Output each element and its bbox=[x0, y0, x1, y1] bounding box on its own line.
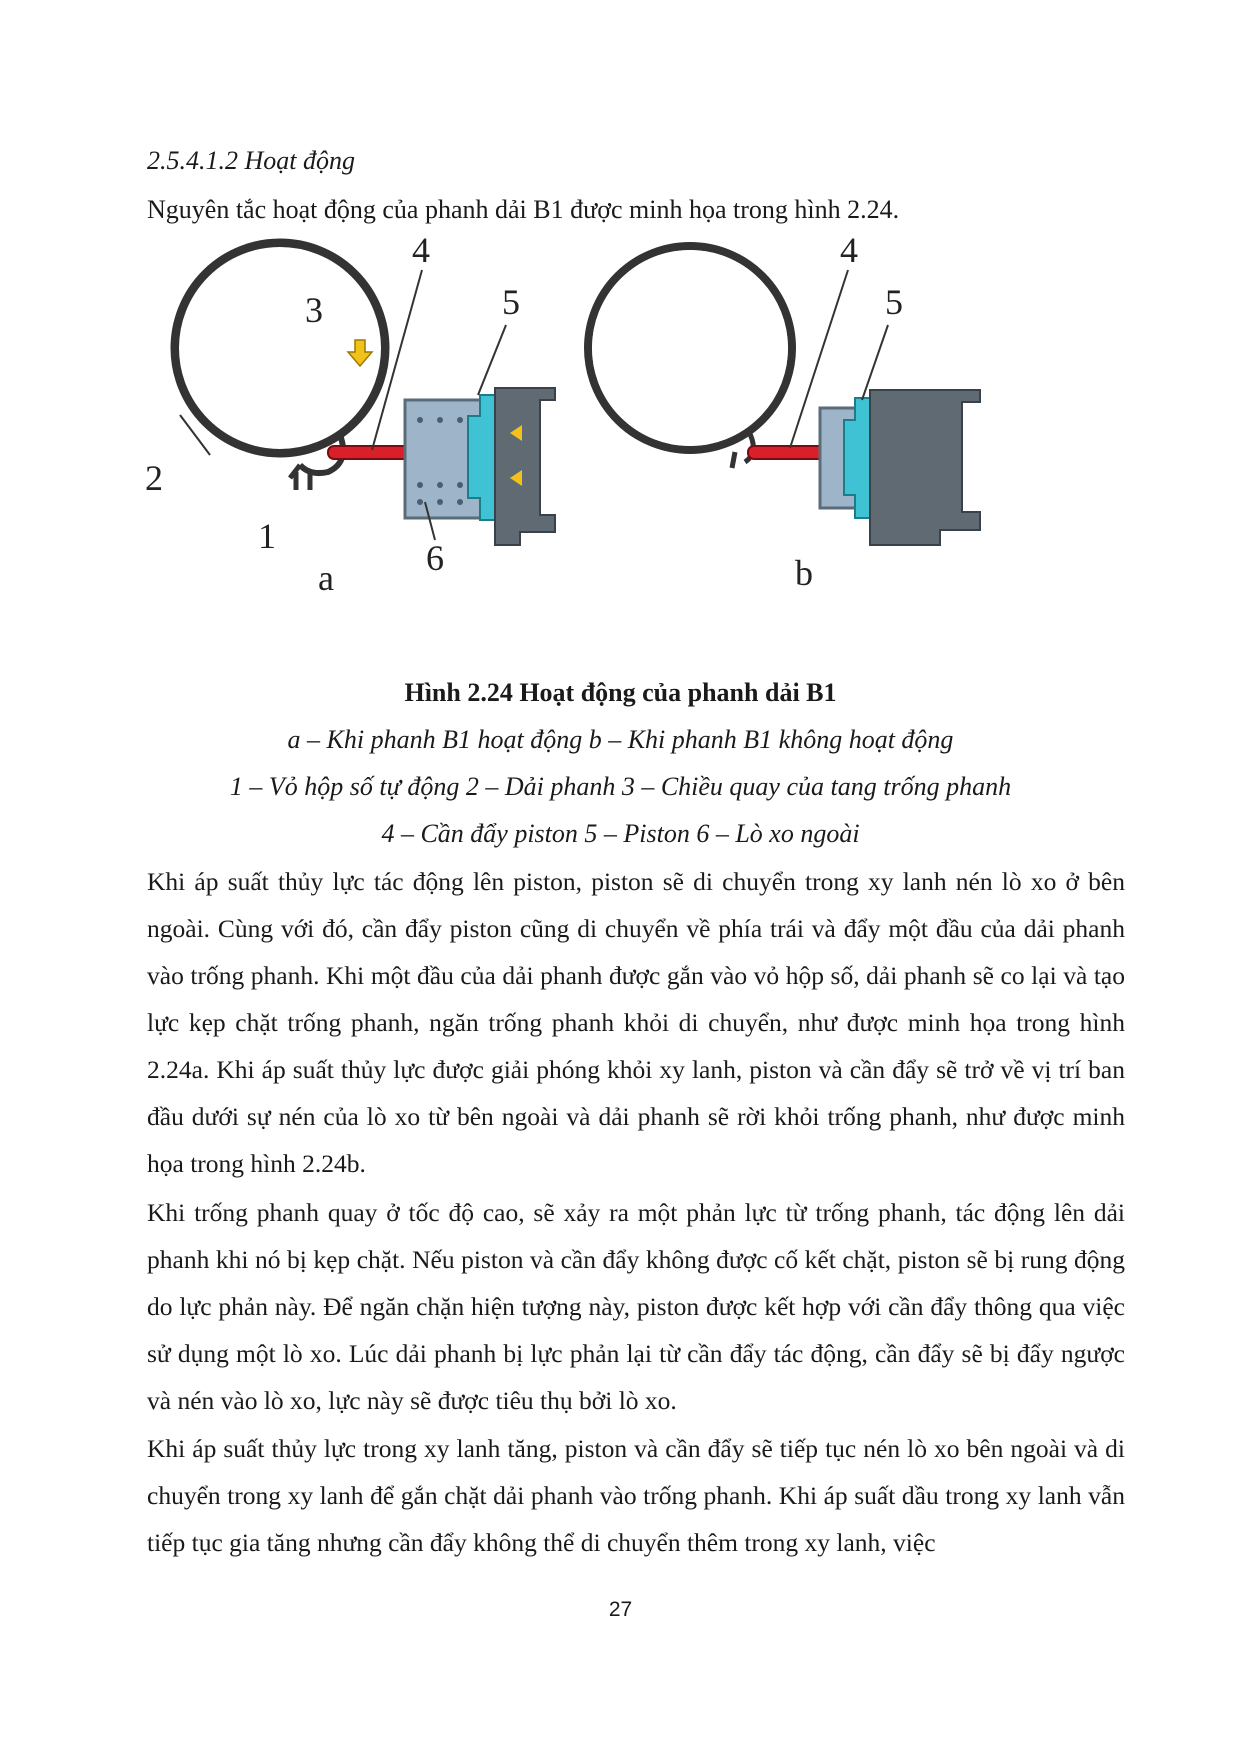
label-5-a: 5 bbox=[502, 282, 520, 322]
sub-label-a: a bbox=[318, 558, 334, 598]
body-paragraph: Khi áp suất thủy lực tác động lên piston, piston sẽ di chuyển trong xy lanh nén lò xo ở bên ngoài. Cùng với đó, cần đẩy piston cũng di chuyển về phía trái và đẩy một đầu của dải phanh vào trống phanh. Khi một đầu của dải phanh được gắn vào vỏ hộp số, dải phanh sẽ co lại và tạo lực kẹp chặt trống phanh, ngăn trống phanh khỏi di chuyển, như được minh họa trong hình 2.24a. Khi áp suất thủy lực được giải phóng khỏi xy lanh, piston và cần đẩy sẽ trở về vị trí ban đầu dưới sự nén của lò xo từ bên ngoài và dải phanh sẽ rời khỏi trống phanh, như được minh họa trong hình 2.24b. bbox=[147, 867, 1125, 1178]
figure-2-24 bbox=[145, 230, 1130, 670]
label-4-b: 4 bbox=[840, 230, 858, 270]
figure-title: Hình 2.24 Hoạt động của phanh dải B1 bbox=[404, 678, 837, 707]
brake-band-a bbox=[175, 243, 385, 453]
diagram-b bbox=[588, 230, 980, 593]
housing-b bbox=[870, 390, 980, 545]
housing-a bbox=[495, 388, 555, 545]
label-4-a: 4 bbox=[412, 230, 430, 270]
label-2-a: 2 bbox=[145, 458, 163, 498]
rotation-arrow bbox=[348, 340, 372, 366]
intro-sentence: Nguyên tắc hoạt động của phanh dải B1 được minh họa trong hình 2.24. bbox=[147, 195, 900, 224]
label-1-a: 1 bbox=[258, 516, 276, 556]
figure-caption-line: 4 – Cần đẩy piston 5 – Piston 6 – Lò xo ngoài bbox=[381, 819, 860, 848]
figure-caption-line: a – Khi phanh B1 hoạt động b – Khi phanh B1 không hoạt động bbox=[287, 725, 954, 754]
body-paragraph: Khi áp suất thủy lực trong xy lanh tăng, piston và cần đẩy sẽ tiếp tục nén lò xo bên ngoài và di chuyển trong xy lanh để gắn chặt dải phanh vào trống phanh. Khi áp suất dầu trong xy lanh vẫn tiếp tục gia tăng nhưng cần đẩy không thể di chuyển thêm trong xy lanh, việc bbox=[147, 1434, 1125, 1557]
page-number: 27 bbox=[608, 1598, 633, 1621]
diagram-a bbox=[145, 230, 555, 598]
brake-band-diagram bbox=[145, 230, 1130, 670]
label-6-a: 6 bbox=[426, 538, 444, 578]
section-heading: 2.5.4.1.2 Hoạt động bbox=[147, 146, 355, 175]
sub-label-b: b bbox=[795, 553, 813, 593]
label-5-b: 5 bbox=[885, 282, 903, 322]
label-3-a: 3 bbox=[305, 290, 323, 330]
brake-band-b bbox=[588, 246, 792, 450]
figure-caption-line: 1 – Vỏ hộp số tự động 2 – Dải phanh 3 – Chiều quay của tang trống phanh bbox=[229, 772, 1012, 801]
body-paragraph: Khi trống phanh quay ở tốc độ cao, sẽ xảy ra một phản lực từ trống phanh, tác động lên dải phanh khi nó bị kẹp chặt. Nếu piston và cần đẩy không được cố kết chặt, piston sẽ bị rung động do lực phản này. Để ngăn chặn hiện tượng này, piston được kết hợp với cần đẩy thông qua việc sử dụng một lò xo. Lúc dải phanh bị lực phản lại từ cần đẩy tác động, cần đẩy sẽ bị đẩy ngược và nén vào lò xo, lực này sẽ được tiêu thụ bởi lò xo. bbox=[147, 1198, 1125, 1415]
